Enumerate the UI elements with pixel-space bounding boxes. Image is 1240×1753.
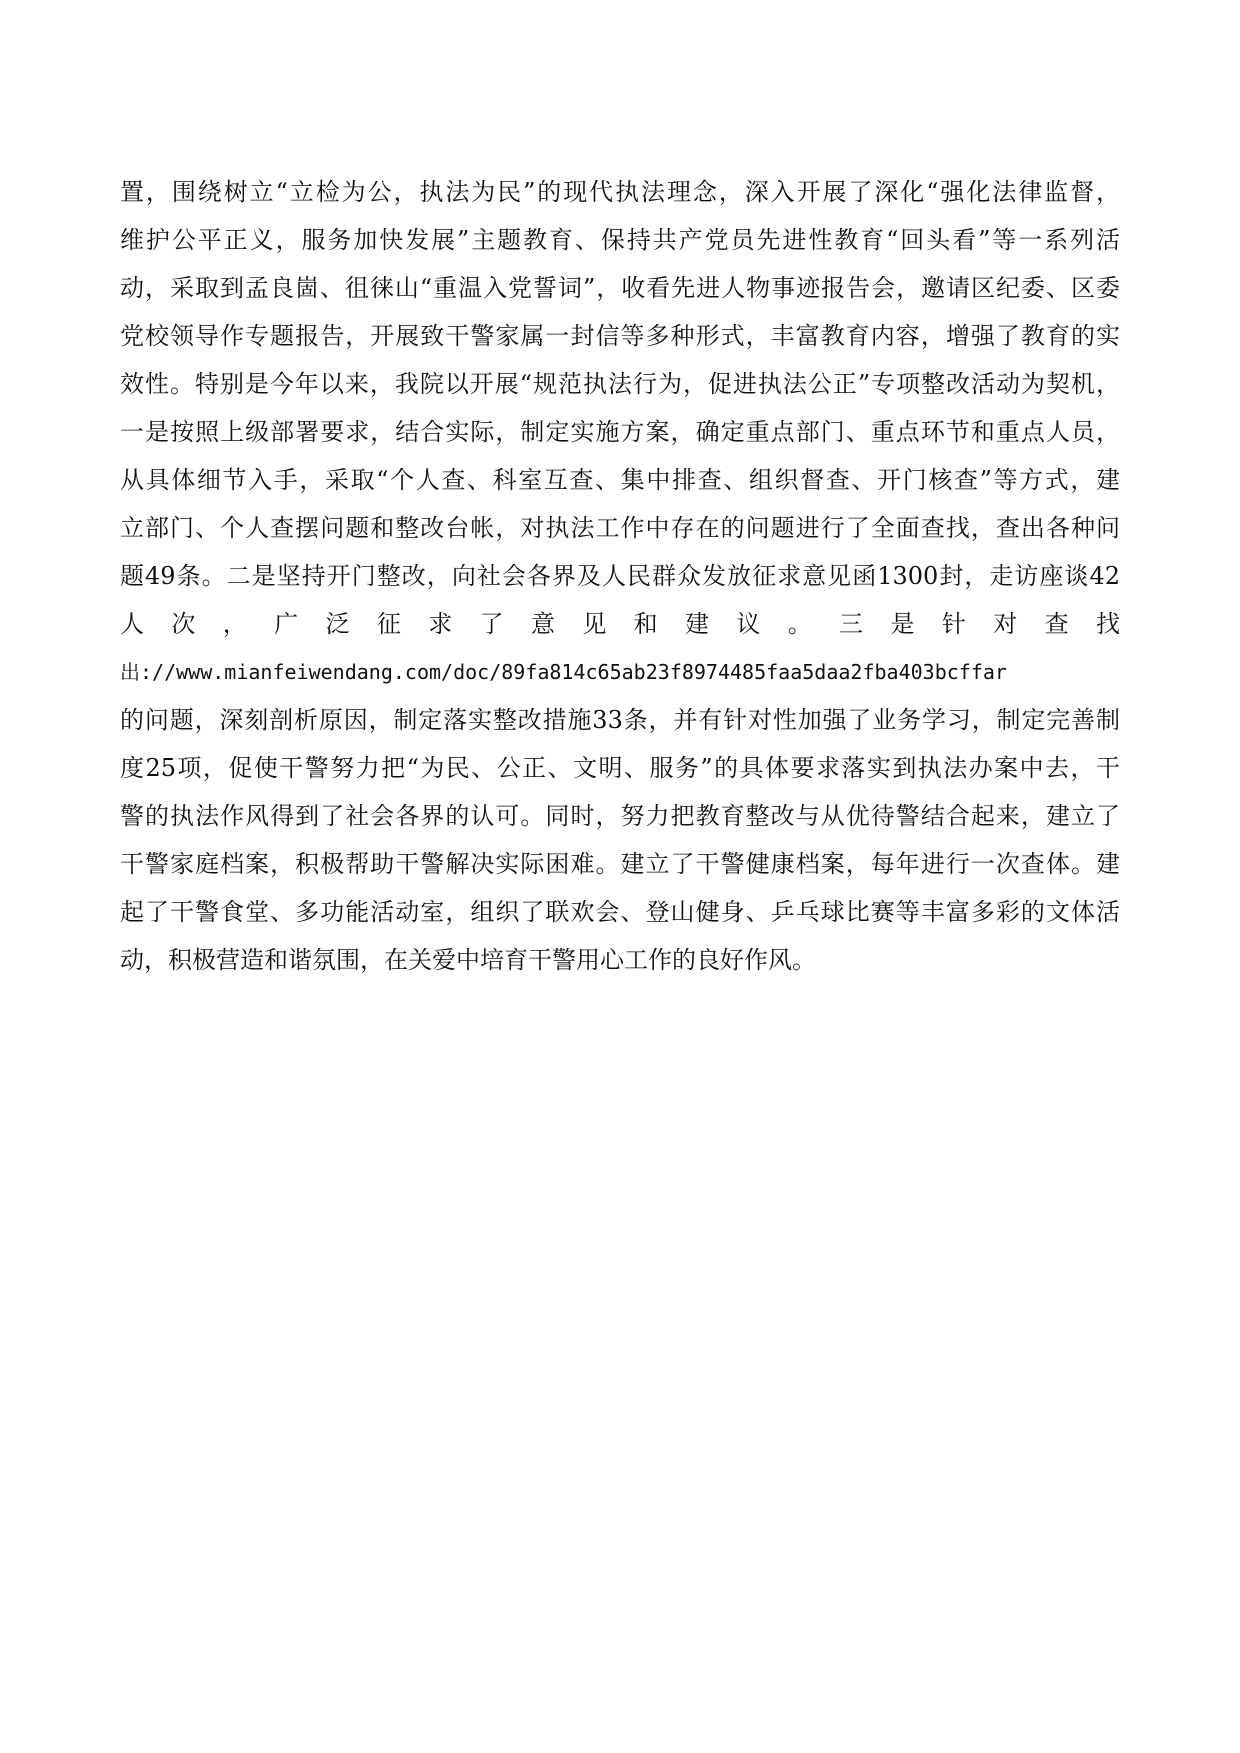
text-line: 一是按照上级部署要求，结合实际，制定实施方案，确定重点部门、重点环节和重点人员， [120, 418, 1120, 446]
text-line: 动，采取到孟良崮、徂徕山“重温入党誓词”，收看先进人物事迹报告会，邀请区纪委、区委 [120, 274, 1120, 302]
text-line: 度25项，促使干警努力把“为民、公正、文明、服务”的具体要求落实到执法办案中去，干 [120, 754, 1120, 782]
source-url-line: 出://www.mianfeiwendang.com/doc/89fa814c65ab23f8974485faa5daa2fba403bcffar [120, 660, 1007, 684]
text-line: 动，积极营造和谐氛围，在关爱中培育干警用心工作的良好作风。 [120, 946, 816, 974]
text-line: 起了干警食堂、多功能活动室，组织了联欢会、登山健身、乒乓球比赛等丰富多彩的文体活 [120, 898, 1120, 926]
paragraph [120, 168, 1120, 984]
text-line: 置，围绕树立“立检为公，执法为民”的现代执法理念，深入开展了深化“强化法律监督， [120, 178, 1120, 206]
text-line: 干警家庭档案，积极帮助干警解决实际困难。建立了干警健康档案，每年进行一次查体。建 [120, 850, 1120, 878]
text-line: 效性。特别是今年以来，我院以开展“规范执法行为，促进执法公正”专项整改活动为契机， [120, 370, 1120, 398]
text-line: 警的执法作风得到了社会各界的认可。同时，努力把教育整改与从优待警结合起来，建立了 [120, 802, 1120, 830]
text-line: 的问题，深刻剖析原因，制定落实整改措施33条，并有针对性加强了业务学习，制定完善制 [120, 706, 1120, 734]
text-line: 从具体细节入手，采取“个人查、科室互查、集中排查、组织督查、开门核查”等方式，建 [120, 466, 1120, 494]
text-line: 题49条。二是坚持开门整改，向社会各界及人民群众发放征求意见函1300封，走访座谈42 [120, 562, 1120, 590]
text-line: 维护公平正义，服务加快发展”主题教育、保持共产党员先进性教育“回头看”等一系列活 [120, 226, 1120, 254]
text-line: 立部门、个人查摆问题和整改台帐，对执法工作中存在的问题进行了全面查找，查出各种问 [120, 514, 1120, 542]
text-line: 人 次 ， 广 泛 征 求 了 意 见 和 建 议 。 三 是 针 对 查 找 [120, 610, 1120, 638]
text-line: 党校领导作专题报告，开展致干警家属一封信等多种形式，丰富教育内容，增强了教育的实 [120, 322, 1120, 350]
